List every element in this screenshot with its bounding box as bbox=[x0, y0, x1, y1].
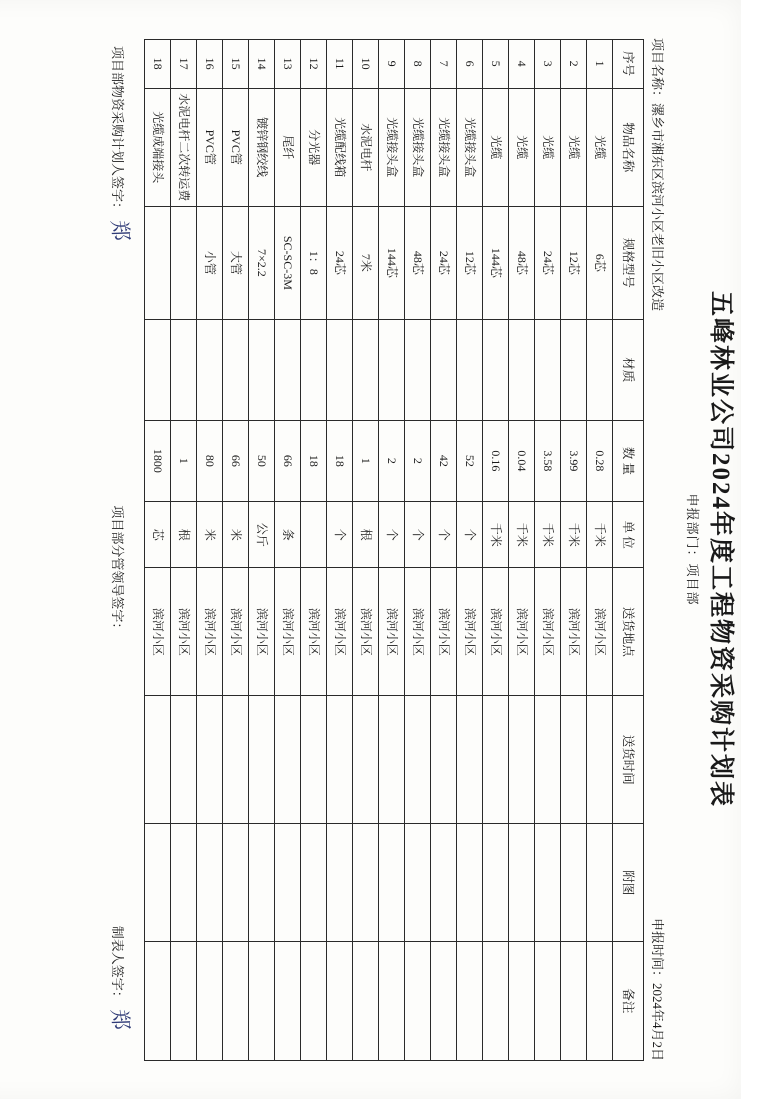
cell-draw bbox=[301, 824, 327, 942]
report-date-field bbox=[649, 918, 668, 1061]
cell-spec: 12芯 bbox=[561, 206, 587, 319]
col-header-remark: 备注 bbox=[613, 942, 644, 1060]
cell-no: 1 bbox=[587, 39, 613, 88]
project-name-value: 漯乡市湘东区滨河小区老旧小区改造 bbox=[650, 103, 665, 312]
report-date-label: 申报时间： bbox=[650, 917, 665, 983]
cell-mat bbox=[275, 319, 301, 420]
cell-spec: 大管 bbox=[223, 206, 249, 319]
cell-unit: 公斤 bbox=[249, 501, 275, 567]
cell-no: 13 bbox=[275, 39, 301, 88]
cell-qty: 42 bbox=[431, 420, 457, 501]
cell-mat bbox=[249, 319, 275, 420]
cell-qty: 0.04 bbox=[509, 420, 535, 501]
cell-name: 光缆接头盒 bbox=[431, 88, 457, 206]
cell-name: 光缆配线箱 bbox=[327, 88, 353, 206]
cell-unit: 个 bbox=[431, 501, 457, 567]
leader-signature-mark bbox=[106, 639, 126, 685]
cell-remark bbox=[457, 942, 483, 1060]
cell-qty: 66 bbox=[275, 420, 301, 501]
cell-remark bbox=[587, 942, 613, 1060]
cell-place: 滨河小区 bbox=[145, 568, 171, 696]
cell-remark bbox=[561, 942, 587, 1060]
cell-no: 5 bbox=[483, 39, 509, 88]
cell-remark bbox=[249, 942, 275, 1060]
cell-name: 光缆成端接头 bbox=[145, 88, 171, 206]
project-name-field bbox=[649, 38, 668, 311]
table-row bbox=[431, 39, 457, 1060]
cell-mat bbox=[223, 319, 249, 420]
maker-signature bbox=[106, 925, 134, 1053]
cell-name: PVC管 bbox=[223, 88, 249, 206]
cell-place: 滨河小区 bbox=[587, 568, 613, 696]
table-row bbox=[561, 39, 587, 1060]
cell-draw bbox=[197, 824, 223, 942]
table-row bbox=[301, 39, 327, 1060]
cell-place: 滨河小区 bbox=[509, 568, 535, 696]
cell-draw bbox=[405, 824, 431, 942]
cell-draw bbox=[249, 824, 275, 942]
cell-no: 10 bbox=[353, 39, 379, 88]
cell-qty: 2 bbox=[405, 420, 431, 501]
table-row bbox=[587, 39, 613, 1060]
cell-remark bbox=[405, 942, 431, 1060]
cell-draw bbox=[561, 824, 587, 942]
cell-qty: 0.28 bbox=[587, 420, 613, 501]
cell-spec: 1：8 bbox=[301, 206, 327, 319]
cell-unit: 根 bbox=[353, 501, 379, 567]
cell-draw bbox=[223, 824, 249, 942]
cell-draw bbox=[353, 824, 379, 942]
cell-name: 光缆接头盒 bbox=[379, 88, 405, 206]
cell-time bbox=[587, 696, 613, 824]
table-row bbox=[509, 39, 535, 1060]
cell-name: 光缆 bbox=[483, 88, 509, 206]
table-row bbox=[327, 39, 353, 1060]
cell-remark bbox=[483, 942, 509, 1060]
cell-place: 滨河小区 bbox=[353, 568, 379, 696]
cell-place: 滨河小区 bbox=[275, 568, 301, 696]
cell-qty: 80 bbox=[197, 420, 223, 501]
cell-remark bbox=[145, 942, 171, 1060]
col-header-place: 送货地点 bbox=[613, 568, 644, 696]
cell-time bbox=[171, 696, 197, 824]
cell-qty: 1 bbox=[171, 420, 197, 501]
cell-draw bbox=[327, 824, 353, 942]
leader-signature bbox=[106, 505, 128, 684]
cell-time bbox=[405, 696, 431, 824]
cell-no: 3 bbox=[535, 39, 561, 88]
cell-name: 镀锌钢绞线 bbox=[249, 88, 275, 206]
cell-time bbox=[457, 696, 483, 824]
cell-name: 光缆 bbox=[535, 88, 561, 206]
table-row bbox=[145, 39, 171, 1060]
cell-draw bbox=[535, 824, 561, 942]
cell-no: 15 bbox=[223, 39, 249, 88]
cell-place: 滨河小区 bbox=[457, 568, 483, 696]
cell-draw bbox=[431, 824, 457, 942]
cell-spec: 7米 bbox=[353, 206, 379, 319]
cell-mat bbox=[483, 319, 509, 420]
cell-unit: 个 bbox=[405, 501, 431, 567]
cell-name: 分光器 bbox=[301, 88, 327, 206]
cell-qty: 1800 bbox=[145, 420, 171, 501]
cell-time bbox=[379, 696, 405, 824]
cell-spec: 48芯 bbox=[405, 206, 431, 319]
cell-time bbox=[509, 696, 535, 824]
cell-spec: 12芯 bbox=[457, 206, 483, 319]
table-row bbox=[197, 39, 223, 1060]
cell-qty: 0.16 bbox=[483, 420, 509, 501]
cell-unit: 根 bbox=[171, 501, 197, 567]
cell-no: 17 bbox=[171, 39, 197, 88]
cell-no: 4 bbox=[509, 39, 535, 88]
col-header-no: 序号 bbox=[613, 39, 644, 88]
cell-mat bbox=[327, 319, 353, 420]
cell-place: 滨河小区 bbox=[327, 568, 353, 696]
cell-time bbox=[431, 696, 457, 824]
col-header-spec: 规格型号 bbox=[613, 206, 644, 319]
cell-name: 水泥电杆 bbox=[353, 88, 379, 206]
cell-time bbox=[483, 696, 509, 824]
cell-name: 尾纤 bbox=[275, 88, 301, 206]
cell-unit: 千米 bbox=[587, 501, 613, 567]
cell-unit: 千米 bbox=[535, 501, 561, 567]
table-row bbox=[249, 39, 275, 1060]
cell-unit: 米 bbox=[197, 501, 223, 567]
cell-name: 光缆接头盒 bbox=[457, 88, 483, 206]
cell-time bbox=[275, 696, 301, 824]
cell-place: 滨河小区 bbox=[249, 568, 275, 696]
cell-time bbox=[249, 696, 275, 824]
cell-time bbox=[301, 696, 327, 824]
cell-mat bbox=[171, 319, 197, 420]
signature-row bbox=[106, 0, 144, 1099]
cell-remark bbox=[353, 942, 379, 1060]
cell-remark bbox=[535, 942, 561, 1060]
cell-remark bbox=[197, 942, 223, 1060]
table-row bbox=[171, 39, 197, 1060]
cell-unit: 条 bbox=[275, 501, 301, 567]
page-title: 五峰林业公司2024年度工程物资采购计划表 bbox=[707, 290, 734, 808]
cell-spec: SC-SC-3M bbox=[275, 206, 301, 319]
cell-qty: 18 bbox=[327, 420, 353, 501]
purchaser-signature-mark: 郑 bbox=[106, 219, 134, 242]
cell-name: 光缆接头盒 bbox=[405, 88, 431, 206]
cell-qty: 2 bbox=[379, 420, 405, 501]
purchase-plan-table bbox=[144, 39, 644, 1061]
cell-place: 滨河小区 bbox=[483, 568, 509, 696]
cell-spec: 144芯 bbox=[379, 206, 405, 319]
table-row bbox=[483, 39, 509, 1060]
cell-qty: 1 bbox=[353, 420, 379, 501]
cell-remark bbox=[379, 942, 405, 1060]
cell-spec: 小管 bbox=[197, 206, 223, 319]
cell-unit: 千米 bbox=[509, 501, 535, 567]
cell-draw bbox=[145, 824, 171, 942]
cell-unit: 米 bbox=[223, 501, 249, 567]
cell-name: 水泥电杆二次转运费 bbox=[171, 88, 197, 206]
table-row bbox=[535, 39, 561, 1060]
cell-qty: 3.99 bbox=[561, 420, 587, 501]
table-row bbox=[353, 39, 379, 1060]
cell-place: 滨河小区 bbox=[379, 568, 405, 696]
cell-place: 滨河小区 bbox=[405, 568, 431, 696]
cell-remark bbox=[431, 942, 457, 1060]
cell-remark bbox=[223, 942, 249, 1060]
cell-no: 11 bbox=[327, 39, 353, 88]
cell-place: 滨河小区 bbox=[223, 568, 249, 696]
cell-name: PVC管 bbox=[197, 88, 223, 206]
cell-mat bbox=[353, 319, 379, 420]
cell-name: 光缆 bbox=[587, 88, 613, 206]
cell-draw bbox=[509, 824, 535, 942]
cell-time bbox=[561, 696, 587, 824]
cell-spec: 144芯 bbox=[483, 206, 509, 319]
cell-qty: 50 bbox=[249, 420, 275, 501]
table-row bbox=[457, 39, 483, 1060]
cell-draw bbox=[171, 824, 197, 942]
cell-mat bbox=[561, 319, 587, 420]
meta-row bbox=[644, 0, 668, 1099]
cell-spec bbox=[171, 206, 197, 319]
cell-place: 滨河小区 bbox=[171, 568, 197, 696]
cell-qty: 3.58 bbox=[535, 420, 561, 501]
cell-mat bbox=[145, 319, 171, 420]
cell-remark bbox=[301, 942, 327, 1060]
cell-qty: 66 bbox=[223, 420, 249, 501]
cell-qty: 52 bbox=[457, 420, 483, 501]
cell-unit: 个 bbox=[379, 501, 405, 567]
cell-spec bbox=[145, 206, 171, 319]
cell-place: 滨河小区 bbox=[301, 568, 327, 696]
cell-no: 18 bbox=[145, 39, 171, 88]
cell-no: 16 bbox=[197, 39, 223, 88]
col-header-unit: 单 位 bbox=[613, 501, 644, 567]
cell-time bbox=[197, 696, 223, 824]
cell-mat bbox=[587, 319, 613, 420]
table-row bbox=[405, 39, 431, 1060]
cell-qty: 18 bbox=[301, 420, 327, 501]
cell-mat bbox=[405, 319, 431, 420]
cell-mat bbox=[535, 319, 561, 420]
cell-unit: 芯 bbox=[145, 501, 171, 567]
cell-no: 9 bbox=[379, 39, 405, 88]
cell-unit: 个 bbox=[327, 501, 353, 567]
table-row bbox=[379, 39, 405, 1060]
cell-draw bbox=[379, 824, 405, 942]
table-row bbox=[275, 39, 301, 1060]
table-row bbox=[223, 39, 249, 1060]
cell-spec: 48芯 bbox=[509, 206, 535, 319]
cell-spec: 24芯 bbox=[535, 206, 561, 319]
cell-unit: 千米 bbox=[483, 501, 509, 567]
cell-unit: 个 bbox=[457, 501, 483, 567]
cell-draw bbox=[457, 824, 483, 942]
col-header-name: 物品名称 bbox=[613, 88, 644, 206]
cell-draw bbox=[587, 824, 613, 942]
cell-no: 2 bbox=[561, 39, 587, 88]
cell-place: 滨河小区 bbox=[197, 568, 223, 696]
cell-mat bbox=[301, 319, 327, 420]
col-header-draw: 附图 bbox=[613, 824, 644, 942]
cell-name: 光缆 bbox=[561, 88, 587, 206]
cell-no: 14 bbox=[249, 39, 275, 88]
cell-spec: 6芯 bbox=[587, 206, 613, 319]
project-name-label: 项目名称： bbox=[650, 38, 665, 104]
cell-time bbox=[353, 696, 379, 824]
cell-remark bbox=[171, 942, 197, 1060]
cell-no: 8 bbox=[405, 39, 431, 88]
col-header-mat: 材质 bbox=[613, 319, 644, 420]
cell-place: 滨河小区 bbox=[535, 568, 561, 696]
cell-mat bbox=[431, 319, 457, 420]
cell-no: 12 bbox=[301, 39, 327, 88]
cell-time bbox=[223, 696, 249, 824]
cell-unit bbox=[301, 501, 327, 567]
cell-place: 滨河小区 bbox=[561, 568, 587, 696]
cell-spec: 24芯 bbox=[327, 206, 353, 319]
cell-place: 滨河小区 bbox=[431, 568, 457, 696]
cell-remark bbox=[509, 942, 535, 1060]
col-header-qty: 数 量 bbox=[613, 420, 644, 501]
cell-remark bbox=[327, 942, 353, 1060]
report-date-value: 2024年4月2日 bbox=[650, 982, 665, 1061]
cell-mat bbox=[379, 319, 405, 420]
leader-signature-label: 项目部分管领导签字： bbox=[110, 505, 125, 636]
maker-signature-label: 制表人签字： bbox=[110, 925, 125, 1004]
cell-unit: 千米 bbox=[561, 501, 587, 567]
col-header-time: 送货时间 bbox=[613, 696, 644, 824]
department-line: 申报部门：项目部 bbox=[685, 493, 700, 606]
cell-time bbox=[327, 696, 353, 824]
cell-time bbox=[145, 696, 171, 824]
cell-mat bbox=[197, 319, 223, 420]
cell-mat bbox=[457, 319, 483, 420]
maker-signature-mark: 郑 bbox=[106, 1008, 134, 1031]
cell-no: 7 bbox=[431, 39, 457, 88]
cell-spec: 7×2.2 bbox=[249, 206, 275, 319]
cell-remark bbox=[275, 942, 301, 1060]
cell-draw bbox=[275, 824, 301, 942]
cell-time bbox=[535, 696, 561, 824]
purchaser-signature bbox=[106, 46, 134, 264]
purchaser-signature-label: 项目部物资采购计划人签字： bbox=[110, 46, 125, 216]
cell-draw bbox=[483, 824, 509, 942]
table-header-row bbox=[613, 39, 644, 1060]
cell-spec: 24芯 bbox=[431, 206, 457, 319]
cell-mat bbox=[509, 319, 535, 420]
cell-name: 光缆 bbox=[509, 88, 535, 206]
cell-no: 6 bbox=[457, 39, 483, 88]
